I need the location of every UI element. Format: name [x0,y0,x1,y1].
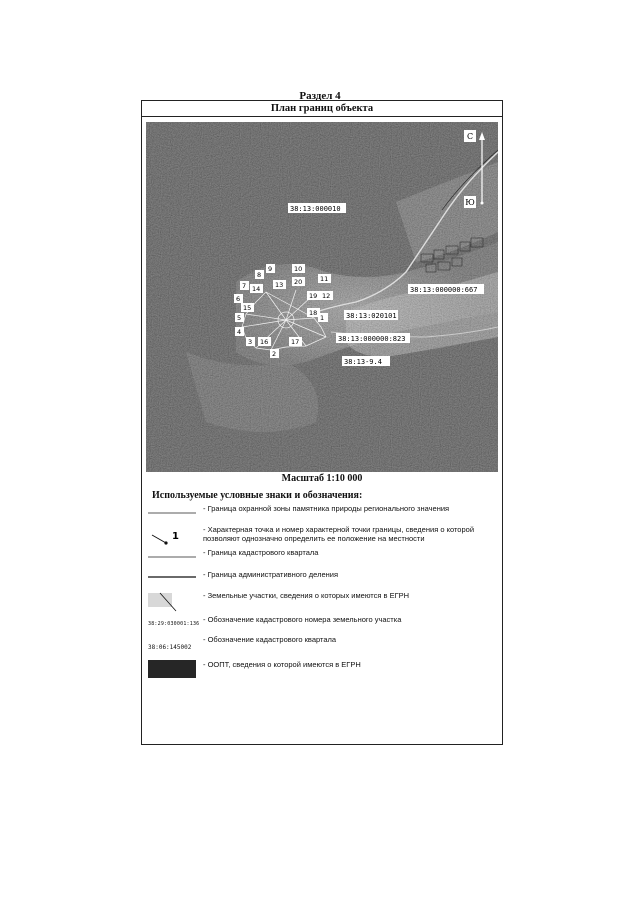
legend-text: - Земельные участки, сведения о которых имеются в ЕГРН [203,591,410,600]
point-label: 18 [309,309,318,317]
legend-symbol [146,548,198,568]
point-label: 19 [309,292,318,300]
legend-text: - Обозначение кадастрового номера земельного участка [203,615,402,624]
legend-text: - Граница административного деления [203,570,339,579]
point-label: 10 [294,265,303,273]
cadastral-label: 38:13:000000:823 [338,335,406,343]
legend-text: - Характерная точка и номер характерной точки границы, сведения о которой позволяют однозначно определить ее положение на местности [203,525,475,543]
plan-title: План границ объекта [142,101,502,117]
compass-south: Ю [465,198,475,207]
point-label: 7 [242,282,247,290]
oopt-swatch [148,660,196,678]
legend-plot-number-sample: 38:29:030001:136 [148,621,200,627]
cadastral-label: 38:13:000000:667 [410,286,478,294]
legend-symbol [146,570,198,590]
legend-symbol [146,591,198,611]
legend-symbol [146,660,198,680]
plan-frame [141,100,503,745]
legend-text: - Обозначение кадастрового квартала [203,635,337,644]
cadastral-label: 38:13:020101 [346,312,397,320]
legend-text: - Граница охранной зоны памятника природы регионального значения [203,504,450,513]
point-label: 12 [322,292,331,300]
legend-text: - ООПТ, сведения о которой имеются в ЕГРН [203,660,361,669]
point-label: 9 [268,265,273,273]
legend-symbol [146,504,198,524]
legend-text: - Граница кадастрового квартала [203,548,319,557]
point-label: 15 [243,304,252,312]
legend-quarter-number-sample: 38:06:145002 [148,644,192,651]
section-title: Раздел 4 [299,90,341,102]
point-label: 17 [291,338,300,346]
map-svg [146,122,498,472]
point-label: 1 [320,314,325,322]
cadastral-label: 38:13-9.4 [344,358,382,366]
point-label: 2 [272,350,277,358]
legend-symbol [146,615,198,635]
compass-north: С [466,132,474,141]
cadastral-label: 38:13:000010 [290,205,341,213]
point-label: 3 [248,338,253,346]
map-scale: Масштаб 1:10 000 [281,473,363,484]
point-label: 5 [237,314,242,322]
legend-symbol [146,525,198,545]
point-label: 20 [294,278,303,286]
point-label: 16 [260,338,269,346]
legend-symbol [146,635,198,655]
point-label: 13 [275,281,284,289]
point-label: 6 [236,295,241,303]
legend-title: Используемые условные знаки и обозначения: [152,490,363,501]
point-label: 14 [252,285,261,293]
point-label: 11 [320,275,329,283]
point-label: 8 [257,271,262,279]
point-label: 4 [237,328,242,336]
satellite-map [146,122,498,472]
legend-point-label: 1 [172,531,179,542]
